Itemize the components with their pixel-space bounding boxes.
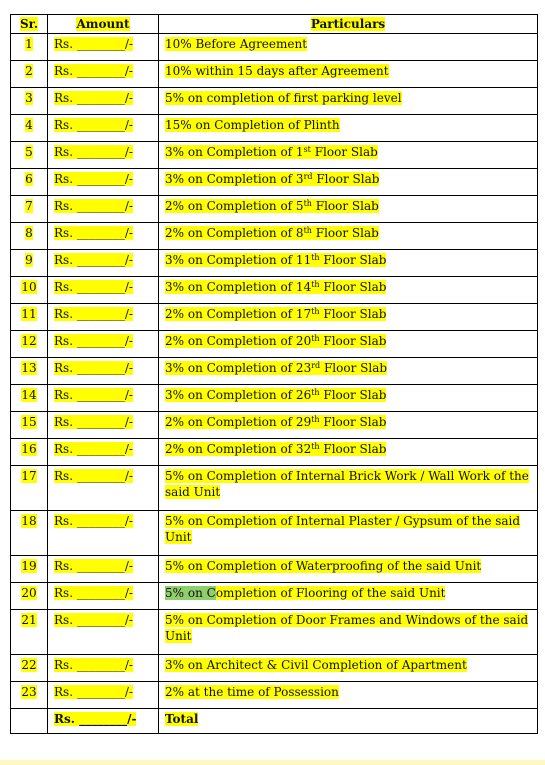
row-amount: Rs. ________/- (48, 583, 159, 610)
row-sr: 13 (11, 358, 48, 385)
table-row (11, 556, 538, 583)
table-row (11, 358, 538, 385)
row-particulars: 15% on Completion of Plinth (159, 115, 538, 142)
row-amount: Rs. ________/- (48, 412, 159, 439)
total-row (11, 709, 538, 734)
row-amount: Rs. ________/- (48, 358, 159, 385)
row-particulars: 2% on Completion of 20th Floor Slab (159, 331, 538, 358)
total-amount: Rs. ________/- (48, 709, 159, 734)
row-particulars: 3% on Completion of 11th Floor Slab (159, 250, 538, 277)
row-sr: 5 (11, 142, 48, 169)
row-sr: 11 (11, 304, 48, 331)
row-sr: 20 (11, 583, 48, 610)
row-amount: Rs. ________/- (48, 610, 159, 655)
row-sr: 12 (11, 331, 48, 358)
row-amount: Rs. ________/- (48, 196, 159, 223)
table-row (11, 115, 538, 142)
table-row (11, 331, 538, 358)
table-row (11, 583, 538, 610)
row-amount: Rs. ________/- (48, 682, 159, 709)
table-row (11, 385, 538, 412)
row-particulars: 3% on Completion of 26th Floor Slab (159, 385, 538, 412)
row-sr: 22 (11, 655, 48, 682)
row-particulars: 3% on Completion of 1st Floor Slab (159, 142, 538, 169)
row-particulars: 10% Before Agreement (159, 34, 538, 61)
table-row (11, 511, 538, 556)
table-row (11, 412, 538, 439)
table-row (11, 196, 538, 223)
row-sr: 8 (11, 223, 48, 250)
header-row (11, 15, 538, 34)
table-row (11, 655, 538, 682)
table-row (11, 610, 538, 655)
table-row (11, 88, 538, 115)
row-sr: 9 (11, 250, 48, 277)
row-particulars: 3% on Architect & Civil Completion of Apartment (159, 655, 538, 682)
row-particulars: 5% on Completion of Flooring of the said Unit (159, 583, 538, 610)
table-row (11, 682, 538, 709)
row-sr: 6 (11, 169, 48, 196)
table-row (11, 142, 538, 169)
row-amount: Rs. ________/- (48, 61, 159, 88)
row-sr: 7 (11, 196, 48, 223)
row-particulars: 2% at the time of Possession (159, 682, 538, 709)
row-amount: Rs. ________/- (48, 511, 159, 556)
row-amount: Rs. ________/- (48, 655, 159, 682)
row-particulars: 3% on Completion of 23rd Floor Slab (159, 358, 538, 385)
row-sr: 10 (11, 277, 48, 304)
row-sr: 3 (11, 88, 48, 115)
row-sr: 4 (11, 115, 48, 142)
payment-schedule-table (10, 14, 538, 734)
row-sr: 18 (11, 511, 48, 556)
header-sr: Sr. (11, 15, 48, 34)
row-amount: Rs. ________/- (48, 385, 159, 412)
row-sr: 1 (11, 34, 48, 61)
table-row (11, 304, 538, 331)
row-amount: Rs. ________/- (48, 223, 159, 250)
row-particulars: 5% on completion of first parking level (159, 88, 538, 115)
row-particulars: 5% on Completion of Internal Brick Work / Wall Work of the said Unit (159, 466, 538, 511)
row-particulars: 5% on Completion of Waterproofing of the said Unit (159, 556, 538, 583)
row-sr: 16 (11, 439, 48, 466)
total-sr-cell (11, 709, 48, 734)
header-amount: Amount (48, 15, 159, 34)
row-sr: 14 (11, 385, 48, 412)
row-particulars: 2% on Completion of 5th Floor Slab (159, 196, 538, 223)
row-particulars: 3% on Completion of 3rd Floor Slab (159, 169, 538, 196)
row-particulars: 2% on Completion of 29th Floor Slab (159, 412, 538, 439)
total-label: Total (159, 709, 538, 734)
row-amount: Rs. ________/- (48, 331, 159, 358)
row-sr: 15 (11, 412, 48, 439)
row-amount: Rs. ________/- (48, 439, 159, 466)
row-sr: 17 (11, 466, 48, 511)
header-particulars: Particulars (159, 15, 538, 34)
row-amount: Rs. ________/- (48, 34, 159, 61)
table-row (11, 223, 538, 250)
row-sr: 19 (11, 556, 48, 583)
row-particulars: 10% within 15 days after Agreement (159, 61, 538, 88)
table-row (11, 466, 538, 511)
table-row (11, 439, 538, 466)
row-amount: Rs. ________/- (48, 250, 159, 277)
row-particulars: 2% on Completion of 17th Floor Slab (159, 304, 538, 331)
row-amount: Rs. ________/- (48, 169, 159, 196)
row-amount: Rs. ________/- (48, 142, 159, 169)
row-amount: Rs. ________/- (48, 88, 159, 115)
row-particulars: 5% on Completion of Door Frames and Windows of the said Unit (159, 610, 538, 655)
row-particulars: 3% on Completion of 14th Floor Slab (159, 277, 538, 304)
row-amount: Rs. ________/- (48, 115, 159, 142)
table-row (11, 250, 538, 277)
row-sr: 21 (11, 610, 48, 655)
page-bottom-edge (0, 760, 545, 765)
table-row (11, 34, 538, 61)
row-amount: Rs. ________/- (48, 556, 159, 583)
row-amount: Rs. ________/- (48, 277, 159, 304)
table-row (11, 277, 538, 304)
row-particulars: 5% on Completion of Internal Plaster / Gypsum of the said Unit (159, 511, 538, 556)
row-sr: 23 (11, 682, 48, 709)
row-amount: Rs. ________/- (48, 466, 159, 511)
row-amount: Rs. ________/- (48, 304, 159, 331)
row-particulars: 2% on Completion of 32th Floor Slab (159, 439, 538, 466)
row-particulars: 2% on Completion of 8th Floor Slab (159, 223, 538, 250)
table-row (11, 61, 538, 88)
row-sr: 2 (11, 61, 48, 88)
table-row (11, 169, 538, 196)
